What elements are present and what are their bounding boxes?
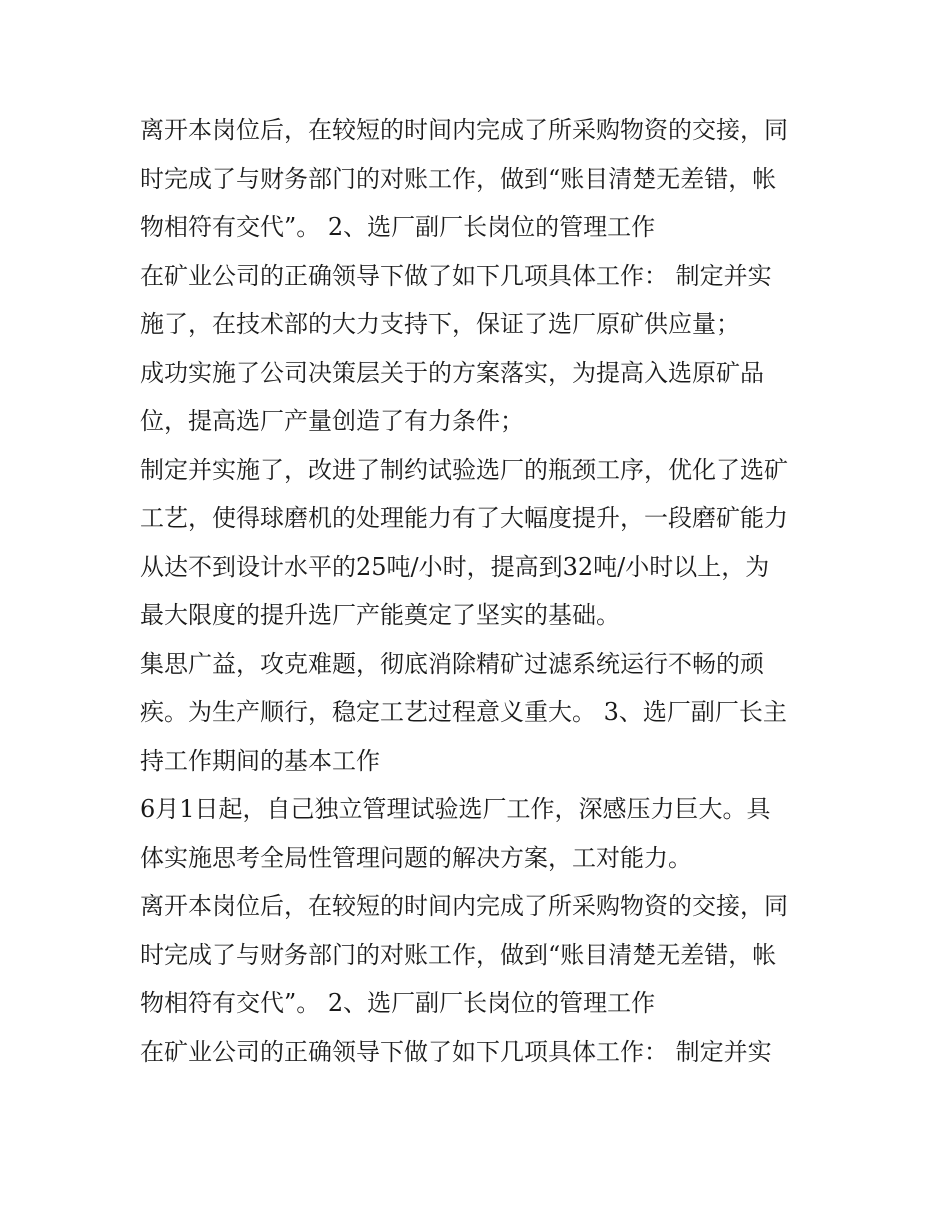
text-line: 6月1日起，自己独立管理试验选厂工作，深感压力巨大。具 <box>140 795 771 823</box>
text-line: 离开本岗位后，在较短的时间内完成了所采购物资的交接，同 <box>140 892 788 920</box>
text-line: 物相符有交代”。 2、选厂副厂长岗位的管理工作 <box>140 213 656 241</box>
text-line: 制定并实施了，改进了制约试验选厂的瓶颈工序，优化了选矿 <box>140 455 788 484</box>
text-line: 成功实施了公司决策层关于的方案落实，为提高入选原矿品 <box>140 358 764 387</box>
text-line: 时完成了与财务部门的对账工作，做到“账目清楚无差错，帐 <box>140 164 777 193</box>
text-line: 在矿业公司的正确领导下做了如下几项具体工作： 制定并实 <box>140 261 772 290</box>
text-line: 集思广益，攻克难题，彻底消除精矿过滤系统运行不畅的顽 <box>140 649 764 678</box>
text-line: 时完成了与财务部门的对账工作，做到“账目清楚无差错，帐 <box>140 940 777 969</box>
document-body <box>140 106 820 1076</box>
text-line: 施了，在技术部的大力支持下，保证了选厂原矿供应量； <box>140 310 740 338</box>
text-line: 疾。为生产顺行，稳定工艺过程意义重大。 3、选厂副厂长主 <box>140 698 787 726</box>
text-line: 体实施思考全局性管理问题的解决方案，工对能力。 <box>140 843 692 872</box>
text-line: 位，提高选厂产量创造了有力条件； <box>140 407 524 435</box>
text-line: 离开本岗位后，在较短的时间内完成了所采购物资的交接，同 <box>140 116 788 144</box>
text-line: 物相符有交代”。 2、选厂副厂长岗位的管理工作 <box>140 989 656 1017</box>
text-line: 从达不到设计水平的25吨/小时，提高到32吨/小时以上，为 <box>140 552 770 581</box>
text-line: 最大限度的提升选厂产能奠定了坚实的基础。 <box>140 601 620 629</box>
text-line: 在矿业公司的正确领导下做了如下几项具体工作： 制定并实 <box>140 1037 772 1066</box>
text-line: 持工作期间的基本工作 <box>140 746 380 775</box>
text-line: 工艺，使得球磨机的处理能力有了大幅度提升，一段磨矿能力 <box>140 504 788 532</box>
